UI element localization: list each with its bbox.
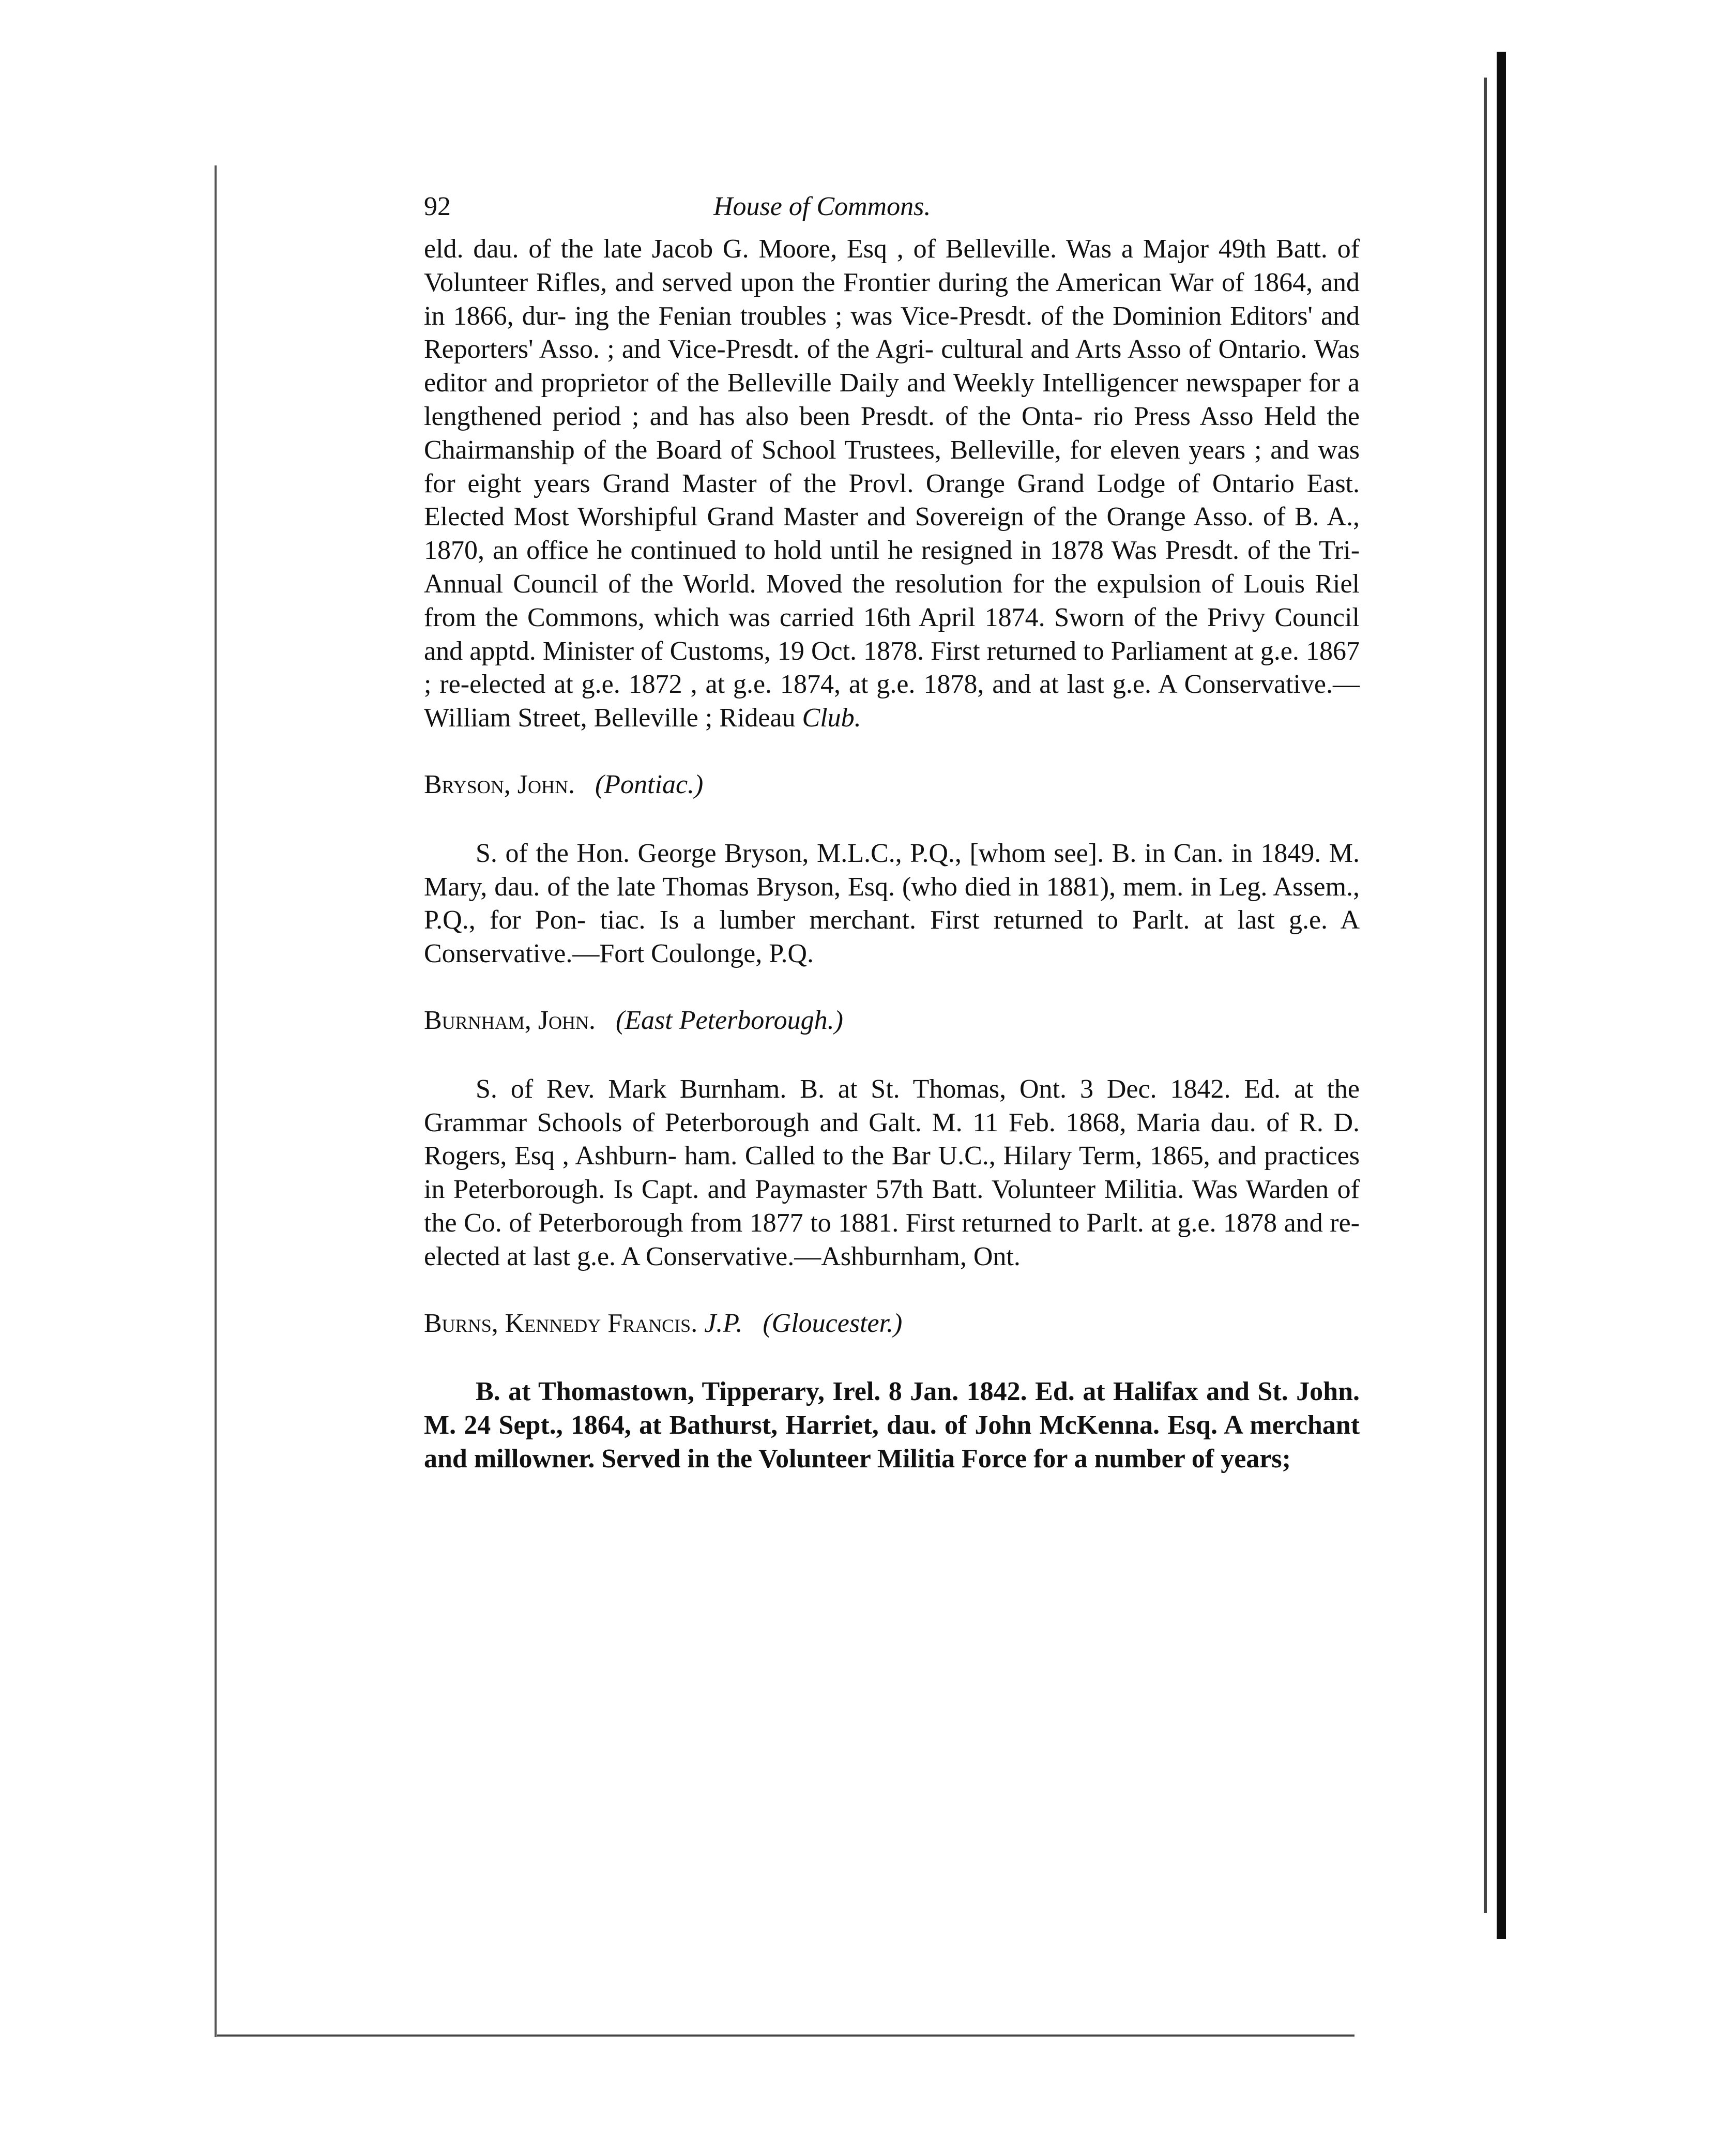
- text-line: rio Press Asso Held the Chairmanship of the Board of School: [424, 401, 1360, 465]
- right-binding-shadow-inner: [1484, 78, 1487, 1913]
- entry-title: J.P.: [704, 1308, 743, 1338]
- entry-constituency: (East Peterborough.): [615, 1005, 843, 1035]
- entry-body-bryson: [424, 837, 1360, 971]
- text-line: g.e. A Conservative.—Fort Coulonge, P.Q.: [424, 905, 1360, 969]
- text-line: East. Elected Most Worshipful Grand Master and Sovereign of: [424, 468, 1360, 532]
- text-line: of Customs, 19 Oct. 1878. First returned to Parliament at g.e.: [641, 636, 1299, 666]
- entry-body-burnham: [424, 1073, 1360, 1274]
- entry-constituency: (Gloucester.): [763, 1308, 903, 1338]
- text-line: S. of Rev. Mark Burnham. B. at St. Thomas, Ont. 3 Dec.: [476, 1074, 1157, 1104]
- entry-given-name: , John.: [504, 769, 575, 799]
- text-line: until he resigned in 1878 Was Presdt. of the Tri-Annual: [424, 536, 1360, 599]
- text-line: Halifax and St. John. M. 24 Sept., 1864, at Bathurst, Harriet,: [424, 1377, 1360, 1440]
- running-title: House of Commons.: [713, 192, 931, 221]
- text-line: M. 11 Feb. 1868, Maria dau. of R. D. Rogers, Esq , Ashburn-: [424, 1107, 1360, 1171]
- text-line: Council of the World. Moved the resolution for the expulsion: [513, 569, 1201, 599]
- text-line: Frontier during the American War of 1864, and in 1866, dur-: [424, 267, 1360, 331]
- text-line: Served in the Volunteer Militia Force for a number of years;: [601, 1444, 1291, 1474]
- text-line: the Orange Asso. of B. A., 1870, an office he continued to hold: [424, 502, 1360, 566]
- text-line: 1867 ; re-elected at g.e. 1872 , at g.e. 1874, at g.e. 1878, and at: [424, 636, 1360, 700]
- text-line: B. in Can. in 1849. M. Mary, dau. of the late Thomas Bryson,: [424, 838, 1360, 902]
- book-page: [424, 191, 1360, 1476]
- text-line: a lengthened period ; and has also been Presdt. of the Onta-: [424, 368, 1360, 431]
- right-binding-shadow: [1497, 52, 1506, 1939]
- text-line: at last g.e. A Conservative.—Ashburnham, Ont.: [507, 1241, 1021, 1271]
- text-line: B. at Thomastown, Tipperary, Irel. 8 Jan. 1842. Ed. at: [476, 1377, 1105, 1407]
- text-line: to 1881. First returned to Parlt. at g.e. 1878 and re-elected: [424, 1208, 1360, 1271]
- text-line: ing the Fenian troubles ; was Vice-Presdt. of the Dominion: [574, 301, 1222, 331]
- bottom-edge-mark: [217, 2034, 1354, 2037]
- text-line: Trustees, Belleville, for eleven years ; and was for eight years: [424, 435, 1360, 498]
- text-line: cultural and Arts Asso of Ontario. Was editor and proprietor: [424, 335, 1360, 398]
- entry-continuation: [424, 233, 1360, 735]
- text-line: tiac. Is a lumber merchant. First returned to Parlt. at last: [600, 905, 1275, 935]
- text-line: in Peterborough. Is Capt. and Paymaster 57th Batt. Volunteer: [424, 1175, 1096, 1205]
- text-line: Militia. Was Warden of the Co. of Peterborough from 1877: [424, 1175, 1360, 1238]
- page-number: 92: [424, 192, 451, 221]
- entry-heading-burnham: [424, 1004, 1360, 1038]
- text-line: Club.: [802, 703, 861, 733]
- left-edge-mark: [215, 165, 217, 2037]
- entry-given-name: , Kennedy Francis.: [491, 1308, 698, 1338]
- text-line: April 1874. Sworn of the Privy Council and apptd. Minister: [424, 602, 1360, 666]
- text-line: 1842. Ed. at the Grammar Schools of Peterborough and Galt.: [424, 1074, 1360, 1137]
- entry-body-burns: [424, 1375, 1360, 1476]
- text-line: dau. of John McKenna. Esq. A merchant and millowner.: [424, 1410, 1360, 1474]
- text-line: of Louis Riel from the Commons, which was carried 16th: [424, 569, 1360, 632]
- text-line: Grand Master of the Provl. Orange Grand Lodge of Ontario: [602, 468, 1295, 498]
- entry-surname: Bryson: [424, 769, 504, 799]
- text-line: eld. dau. of the late Jacob G. Moore, Esq , of Belleville. Was: [424, 234, 1112, 264]
- text-line: last g.e. A Conservative.— William Street, Belleville ; Rideau: [424, 670, 1360, 733]
- running-header: [424, 191, 1360, 227]
- text-line: Esq. (who died in 1881), mem. in Leg. Assem., P.Q., for Pon-: [424, 872, 1360, 935]
- entry-heading-bryson: [424, 768, 1360, 802]
- entry-heading-burns: [424, 1307, 1360, 1341]
- entry-surname: Burns: [424, 1308, 492, 1338]
- text-line: ham. Called to the Bar U.C., Hilary Term, 1865, and practices: [684, 1141, 1360, 1171]
- entry-given-name: , John.: [524, 1005, 596, 1035]
- text-line: S. of the Hon. George Bryson, M.L.C., P.Q., [whom see].: [476, 838, 1104, 868]
- text-line: Editors' and Reporters' Asso. ; and Vice-Presdt. of the Agri-: [424, 301, 1360, 365]
- text-line: of the Belleville Daily and Weekly Intelligencer newspaper for: [656, 368, 1340, 398]
- text-line: a Major 49th Batt. of Volunteer Rifles, and served upon the: [424, 234, 1360, 297]
- entry-surname: Burnham: [424, 1005, 525, 1035]
- entry-constituency: (Pontiac.): [595, 769, 704, 799]
